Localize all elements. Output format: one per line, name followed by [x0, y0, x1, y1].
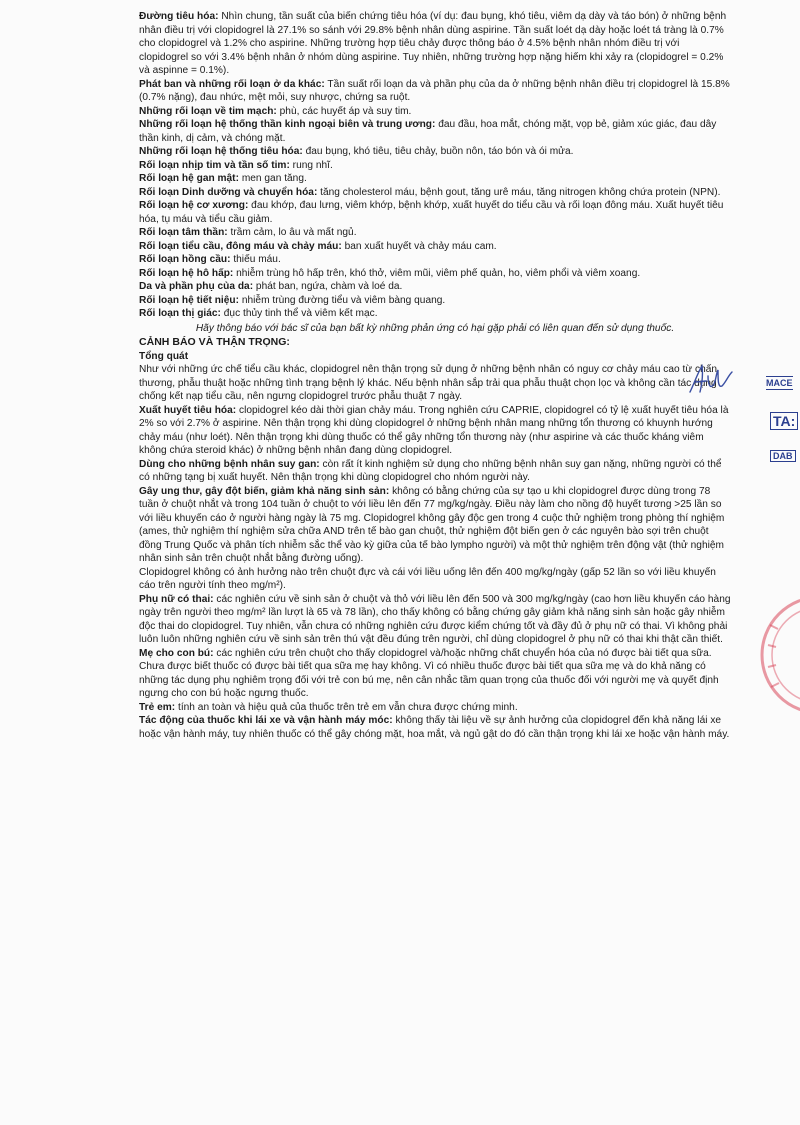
report-notice: Hãy thông báo với bác sĩ của bạn bất kỳ những phản ứng có hại gặp phải có liên quan đến sử dụng thuốc. — [195, 322, 675, 334]
adverse-item-label: Rối loạn hệ gan mật: — [139, 173, 239, 184]
adverse-item-skin — [139, 78, 731, 105]
adverse-item-metab — [139, 186, 731, 200]
adverse-item-digest — [139, 145, 731, 159]
adverse-item-label: Rối loạn thị giác: — [139, 308, 221, 319]
adverse-item-label: Rối loạn hệ tiết niệu: — [139, 294, 240, 306]
adverse-item-label: Phát ban và những rối loạn ở da khác: — [139, 78, 325, 90]
warning-item-label: Mẹ cho con bú: — [139, 647, 214, 659]
warning-item-text: không thấy tài liệu về sự ảnh hưởng của clopidogrel đến khả năng lái xe hoặc vận hành máy, tuy nhiên thuốc có thể gây chóng mặt, hoa mắt, và ngủ gật do đó cần thận trọng khi lái xe hoặc vận hành máy. — [139, 715, 730, 740]
adverse-item-text: ban xuất huyết và chảy máu cam. — [341, 240, 497, 252]
signature-icon — [688, 362, 738, 396]
warning-item-label: Xuất huyết tiêu hóa: — [139, 404, 237, 416]
warning-item-text: không có bằng chứng của sự tạo u khi clopidogrel được dùng trong 78 tuần ở chuột nhắt và trong 104 tuần ở chuột to với liều lên đến 77 mg/kg/ngày. Điều này làm cho nồng độ huyết tương >25 lần so với liều khuyến cáo ở người hàng ngày là 75 mg. Clopidogrel không gây độc gen trong 4 cuộc thử nghiệm trong phòng thí nghiệm (ames, thử nghiệm thí nghiệm sửa chữa AND trên tế bào gan chuột, thử nghiệm đột biến gen ở các nguyên bào sợi trên chuột đồng Trung Quốc và phân tích nhiễm sắc thể vào kỳ giữa của tế bào lympho người) và một thử nghiệm trên động vật (thử nghiệm nhân sinh sản trên chuột nhắt bằng đường uống). — [139, 485, 725, 564]
adverse-item-label: Rối loạn Dinh dưỡng và chuyển hóa: — [139, 186, 318, 198]
adverse-item-text: đau đầu, hoa mắt, chóng mặt, vọp bẻ, giảm xúc giác, đau dây thần kinh, dị cảm, và chóng mặt. — [139, 119, 717, 144]
adverse-item-platelet — [139, 240, 731, 254]
warning-item-gibleed — [139, 404, 731, 458]
warning-item-pregnant — [139, 593, 731, 647]
warning-item-label: Phụ nữ có thai: — [139, 593, 214, 605]
adverse-item-text: Nhìn chung, tần suất của biến chứng tiêu hóa (ví dụ: đau bụng, khó tiêu, viêm dạ dày và táo bón) ở những bệnh nhân điều trị với clopidogrel là 27.1% so sánh với 29.8% bệnh nhân dùng aspirine. Tần suất loét dạ dày hoặc loét tá tràng là 0.7% cho clopidogrel và 1.2% cho aspirine. Những trường hợp tiêu chảy được thông báo ở 4.5% bệnh nhân nhóm điều trị với clopidogrel so với 3.4% bệnh nhân ở nhóm dùng aspirine. Tuy nhiên, những trường hợp nặng hiếm khi xảy ra (clopidogrel = 0.2% và aspinne = 0.1%). — [139, 11, 727, 76]
adverse-item-label: Rối loạn hệ cơ xương: — [139, 200, 249, 211]
adverse-item-text: thiếu máu. — [230, 254, 281, 265]
section-title: CẢNH BÁO VÀ THẬN TRỌNG: — [139, 336, 290, 348]
warning-item-text: Clopidogrel không có ảnh hưởng nào trên chuột đực và cái với liều uống lên đến 400 mg/kg/ngày (gấp 52 lần so với liều khuyến cáo trên người tính theo mg/m²). — [139, 566, 716, 591]
warning-item-cancer2 — [139, 566, 731, 593]
adverse-item-label: Những rối loạn hệ thống tiêu hóa: — [139, 146, 303, 157]
adverse-item-text: nhiễm trùng hô hấp trên, khó thở, viêm mũi, viêm phế quản, ho, viêm phổi và viêm xoang. — [233, 267, 641, 279]
warnings-list — [139, 404, 731, 742]
adverse-item-liver — [139, 172, 731, 186]
warning-item-hepatic — [139, 458, 731, 485]
adverse-item-label: Những rối loạn hệ thống thần kinh ngoại biên và trung ương: — [139, 119, 436, 130]
warning-item-lactation — [139, 647, 731, 701]
adverse-item-cardio — [139, 105, 731, 119]
adverse-item-label: Rối loạn hồng cầu: — [139, 254, 231, 265]
warning-item-text: các nghiên cứu trên chuột cho thấy clopidogrel và/hoặc những chất chuyển hóa của nó được bài tiết qua sữa. Chưa được biết thuốc có được bài tiết qua sữa mẹ hay không. Vì có nhiều thuốc được bài tiết qua sữa mẹ và do khả năng có những tác dụng phụ nghiêm trọng đối với trẻ con bú mẹ, nên cân nhắc tầm quan trọng của thuốc đối với người mẹ và quyết định ngưng cho con bú hoặc ngưng thuốc. — [139, 647, 719, 699]
warning-item-label: Tác động của thuốc khi lái xe và vận hành máy móc: — [139, 715, 393, 726]
adverse-item-text: đau bụng, khó tiêu, tiêu chảy, buồn nôn, táo bón và ói mửa. — [302, 146, 574, 157]
warning-item-label: Dùng cho những bệnh nhân suy gan: — [139, 458, 320, 470]
adverse-item-rbc — [139, 253, 731, 267]
adverse-item-cns — [139, 118, 731, 145]
adverse-item-text: phát ban, ngứa, chàm và loé da. — [253, 281, 403, 292]
adverse-item-label: Rối loạn hệ hô hấp: — [139, 267, 234, 279]
adverse-item-label: Đường tiêu hóa: — [139, 11, 219, 22]
adverse-item-musc — [139, 199, 731, 226]
warning-item-text: còn rất ít kinh nghiệm sử dụng cho những bệnh nhân suy gan nặng, những người có thể có những tạng bị xuất huyết. Nên thận trọng khi dùng clopidogrel cho nhóm người này. — [139, 458, 722, 483]
stamp-text-2: TA: — [770, 412, 798, 430]
red-stamp-icon — [758, 585, 800, 725]
stamp-text-1: MACE — [766, 378, 793, 388]
adverse-item-text: tăng cholesterol máu, bệnh gout, tăng urê máu, tăng nitrogen không chứa protein (NPN). — [317, 186, 721, 198]
adverse-item-text: nhiễm trùng đường tiểu và viêm bàng quang. — [239, 294, 446, 306]
adverse-item-skin2 — [139, 280, 731, 294]
adverse-item-label: Rối loạn tâm thần: — [139, 227, 228, 238]
warning-item-label: Trẻ em: — [139, 701, 176, 713]
adverse-item-resp — [139, 267, 731, 281]
adverse-item-rhythm — [139, 159, 731, 173]
adverse-item-text: đục thủy tinh thể và viêm kết mạc. — [220, 308, 378, 319]
adverse-item-label: Những rối loạn về tim mạch: — [139, 105, 277, 117]
adverse-item-uro — [139, 294, 731, 308]
adverse-item-text: đau khớp, đau lưng, viêm khớp, bệnh khớp, xuất huyết do tiểu cầu và rối loạn đông máu. Xuất huyết tiêu hóa, tụ máu và tiểu cầu giảm. — [139, 200, 724, 225]
adverse-item-psych — [139, 226, 731, 240]
adverse-item-label: Rối loạn nhịp tim và tần số tim: — [139, 159, 290, 171]
warning-item-text: các nghiên cứu về sinh sản ở chuột và thỏ với liều lên đến 500 và 300 mg/kg/ngày (cao hơn liều khuyến cáo hàng ngày trên người theo mg/m² lần lượt là 65 và 78 lần), cho thấy không có bằng chứng gây giảm khả năng sinh sản hoặc gây nhiễm độc thai do clopidogrel. Tuy nhiên, vẫn chưa có những nghiên cứu được kiểm chứng tốt và đầy đủ ở phụ nữ có thai. Vì không phải luôn luôn những nghiên cứu về sinh sản trên thú vật đều đúng trên người, chỉ dùng clopidogrel ở phụ nữ có thai khi thật cần thiết. — [139, 593, 731, 645]
adverse-item-vision — [139, 307, 731, 321]
blue-stamp — [766, 366, 800, 476]
adverse-item-text: men gan tăng. — [238, 173, 307, 184]
document-body — [139, 10, 731, 741]
stamp-text-3: DAB — [770, 450, 796, 462]
general-text: Như với những ức chế tiểu cầu khác, clopidogrel nên thận trọng sử dụng ở những bệnh nhân có nguy cơ chảy máu cao từ chấn thương, phẫu thuật hoặc những tình trạng bệnh lý khác. Nếu bệnh nhân sắp trải qua phẫu thuật chọn lọc và không cần tác dụng chống kết nạp tiểu cầu, nên ngưng clopidogrel trước phẫu thuật 7 ngày. — [139, 364, 718, 402]
warning-item-label: Gây ung thư, gây đột biến, giảm khả năng sinh sản: — [139, 485, 390, 497]
adverse-item-text: rung nhĩ. — [289, 159, 333, 171]
subsection-title: Tổng quát — [139, 350, 189, 362]
adverse-item-text: Tần suất rối loạn da và phần phụ của da ở những bệnh nhân điều trị clopidogrel là 15.8% (0.7% nặng), đau nhức, mệt mỏi, suy nhược, chứng sa ruột. — [139, 78, 730, 103]
warning-item-cancer — [139, 485, 731, 566]
adverse-item-label: Da và phần phụ của da: — [139, 281, 254, 292]
adverse-effects-list — [139, 10, 731, 321]
warning-item-children — [139, 701, 731, 715]
warning-item-driving — [139, 714, 731, 741]
adverse-item-text: phù, các huyết áp và suy tim. — [276, 105, 412, 117]
adverse-item-label: Rối loạn tiểu cầu, đông máu và chảy máu: — [139, 240, 342, 252]
adverse-item-text: trầm cảm, lo âu và mất ngủ. — [227, 227, 357, 238]
warning-item-text: clopidogrel kéo dài thời gian chảy máu. Trong nghiên cứu CAPRIE, clopidogrel có tỷ lệ xuất huyết tiêu hóa là 2% so với 2.7% ở aspirine. Nên thận trọng khi dùng clopidogrel ở những bệnh nhân mang những tổn thương có khuynh hướng chảy máu (như loét). Nên thận trọng khi dùng thuốc có thể gây những tổn thương này (như aspirine và các thuốc kháng viêm không chứa steroid khác) ở những bệnh nhân đang dùng clopidogrel. — [139, 404, 729, 456]
adverse-item-gi — [139, 10, 731, 78]
warning-item-text: tính an toàn và hiệu quả của thuốc trên trẻ em vẫn chưa được chứng minh. — [175, 701, 518, 713]
